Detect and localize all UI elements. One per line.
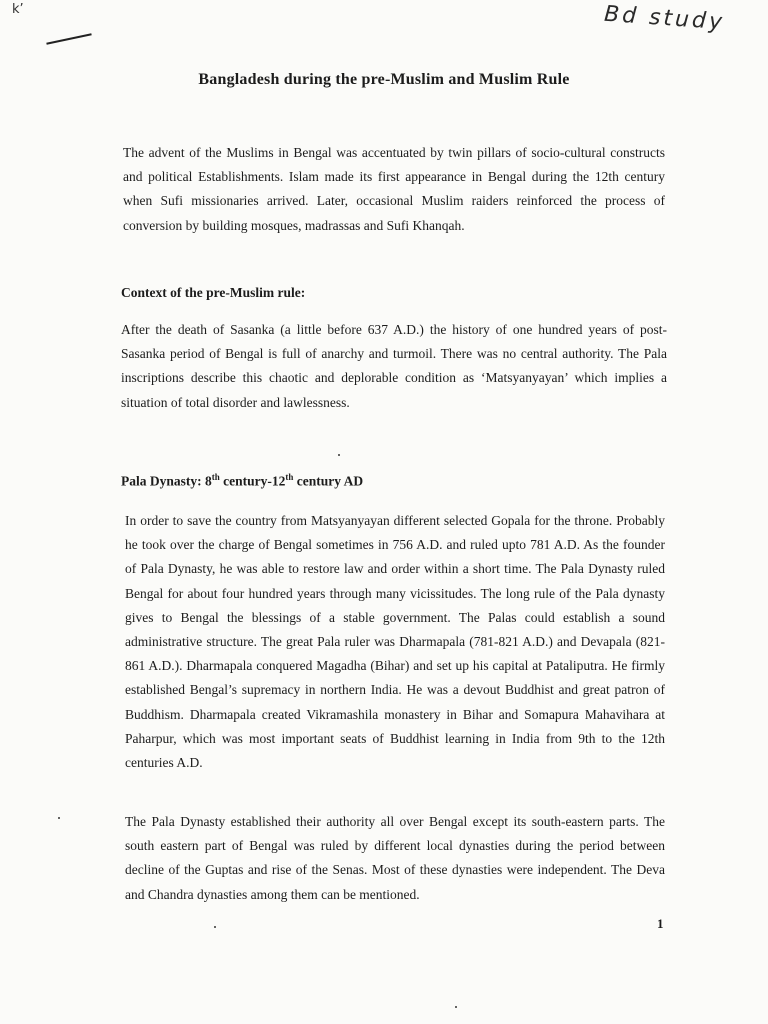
section-heading-pala: Pala Dynasty: 8th century-12th century AD — [121, 472, 364, 489]
scan-speck — [455, 1006, 457, 1008]
intro-paragraph: The advent of the Muslims in Bengal was accentuated by twin pillars of socio-cultural constructs and political Establishments. Islam made its first appearance in Bengal during the 12th century when Sufi missionaries arrived. Later, occasional Muslim raiders reinforced the process of conversion by building mosques, madrassas and Sufi Khanqah. — [123, 145, 665, 233]
scan-speck — [338, 454, 340, 456]
section-heading-context: Context of the pre-Muslim rule: — [121, 285, 306, 300]
pen-stroke — [46, 33, 91, 45]
pala-paragraph-1: In order to save the country from Matsyanyayan different selected Gopala for the throne. Probably he took over the charge of Bengal sometimes in 756 A.D. and ruled upto 781 A.D. As the founder of Pala Dynasty, he was able to restore law and order within a short time. The Pala Dynasty ruled Bengal for about four hundred years through many vicissitudes. The long rule of the Pala dynasty gives to Bengal the blessings of a stable government. The Palas could establish a sound administrative structure. The great Pala ruler was Dharmapala (781-821 A.D.) and Devapala (821-861 A.D.). Dharmapala conquered Magadha (Bihar) and set up his capital at Pataliputra. He firmly established Bengal’s supremacy in northern India. He was a devout Buddhist and great patron of Buddhism. Dharmapala created Vikramashila monastery in Bihar and Somapura Mahavihara at Paharpur, which was most important seats of Buddhist learning in India from 9th to the 12th centuries A.D. — [125, 513, 665, 771]
corner-scribble: k’ — [12, 2, 24, 17]
scan-speck — [214, 926, 216, 928]
scan-speck — [58, 817, 60, 819]
handwritten-note: Bd study — [603, 1, 726, 36]
page-number: 1 — [657, 916, 664, 931]
document-title: Bangladesh during the pre-Muslim and Muslim Rule — [198, 71, 570, 88]
context-paragraph: After the death of Sasanka (a little before 637 A.D.) the history of one hundred years of post-Sasanka period of Bengal is full of anarchy and turmoil. There was no central authority. The Pala inscriptions describe this chaotic and deplorable condition as ‘Matsyanyayan’ which implies a situation of total disorder and lawlessness. — [121, 322, 667, 410]
pala-paragraph-2: The Pala Dynasty established their authority all over Bengal except its south-eastern parts. The south eastern part of Bengal was ruled by different local dynasties during the period between decline of the Guptas and rise of the Senas. Most of these dynasties were independent. The Deva and Chandra dynasties among them can be mentioned. — [125, 814, 665, 902]
